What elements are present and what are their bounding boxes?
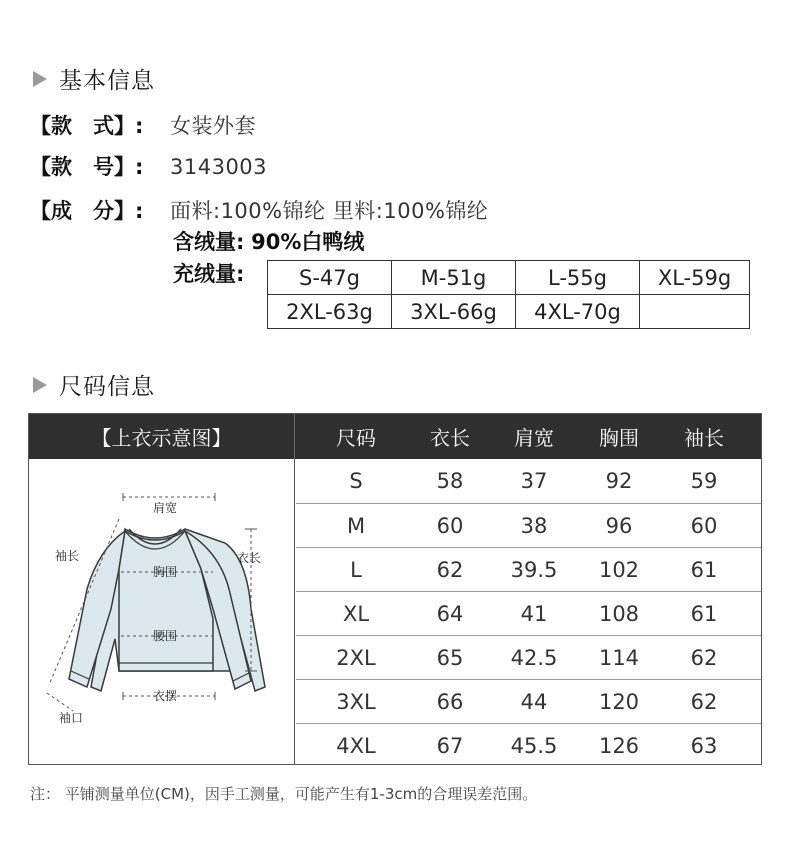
size-table: [28, 413, 762, 765]
label-waist: 腰围: [153, 629, 178, 643]
col-header-shoulder: 肩宽: [514, 426, 554, 450]
cell-sleeve: 59: [690, 469, 718, 493]
label-length: 衣长: [237, 551, 262, 565]
cell-length: 60: [436, 514, 464, 538]
basic-info-title: 基本信息: [59, 68, 155, 94]
fill-cell: XL-59g: [640, 261, 750, 295]
fill-cell: 2XL-63g: [268, 295, 392, 329]
cell-length: 58: [436, 469, 464, 493]
triangle-bullet-icon: [33, 377, 47, 393]
cell-length: 66: [436, 690, 464, 714]
fill-weight-key: 充绒量:: [173, 262, 245, 286]
label-chest: 胸围: [153, 565, 178, 579]
table-row: [296, 679, 761, 723]
style-key: 【款 式】:: [30, 114, 144, 138]
label-cuff: 袖口: [59, 711, 84, 725]
fill-cell: M-51g: [392, 261, 516, 295]
material-value: 面料:100%锦纶 里料:100%锦纶: [170, 199, 489, 223]
cell-chest: 120: [598, 690, 640, 714]
style-value: 女装外套: [170, 114, 256, 138]
cell-sleeve: 60: [690, 514, 718, 538]
diagram-header: 【上衣示意图】: [29, 414, 295, 459]
cell-length: 62: [436, 558, 464, 582]
label-hem: 衣摆: [153, 689, 178, 703]
cell-size: L: [350, 558, 362, 582]
triangle-bullet-icon: [33, 71, 47, 87]
col-header-sleeve: 袖长: [684, 426, 724, 450]
col-header-length: 衣长: [430, 426, 470, 450]
fill-row: [268, 295, 750, 329]
size-info-title: 尺码信息: [59, 374, 155, 400]
cell-sleeve: 62: [690, 690, 718, 714]
cell-size: S: [349, 469, 363, 493]
fill-cell: 4XL-70g: [516, 295, 640, 329]
label-shoulder: 肩宽: [153, 501, 178, 515]
col-header-size: 尺码: [336, 426, 376, 450]
table-row: [296, 635, 761, 679]
size-info-heading: [33, 368, 155, 401]
cell-chest: 96: [605, 514, 633, 538]
cell-size: M: [346, 514, 366, 538]
cell-sleeve: 61: [690, 602, 718, 626]
cell-shoulder: 45.5: [510, 734, 558, 758]
code-row: [30, 151, 267, 181]
fill-weight-table: [267, 260, 750, 329]
cell-sleeve: 63: [690, 734, 718, 758]
down-content-key: 含绒量:: [173, 230, 245, 254]
code-value: 3143003: [170, 155, 268, 179]
fill-row: [268, 261, 750, 295]
cell-sleeve: 61: [690, 558, 718, 582]
cell-size: XL: [342, 602, 370, 626]
fill-cell: [640, 295, 750, 329]
size-table-header: [29, 414, 761, 459]
table-row: [296, 547, 761, 591]
table-row: [296, 503, 761, 547]
sweater-diagram: [29, 459, 295, 764]
label-sleeve: 袖长: [55, 549, 80, 563]
cell-sleeve: 62: [690, 646, 718, 670]
cell-chest: 102: [598, 558, 640, 582]
code-key: 【款 号】:: [30, 155, 144, 179]
cell-chest: 108: [598, 602, 640, 626]
basic-info-heading: [33, 62, 155, 95]
cell-chest: 126: [598, 734, 640, 758]
table-row: [296, 459, 761, 503]
down-content-value: 90%白鸭绒: [251, 230, 365, 254]
down-content-row: [173, 226, 364, 256]
fill-cell: L-55g: [516, 261, 640, 295]
cell-shoulder: 41: [520, 602, 548, 626]
fill-cell: 3XL-66g: [392, 295, 516, 329]
cell-shoulder: 44: [520, 690, 548, 714]
cell-chest: 92: [605, 469, 633, 493]
cell-length: 67: [436, 734, 464, 758]
style-row: [30, 110, 256, 140]
col-header-chest: 胸围: [599, 426, 639, 450]
cell-length: 65: [436, 646, 464, 670]
cell-size: 3XL: [336, 690, 376, 714]
material-key: 【成 分】:: [30, 199, 144, 223]
cell-chest: 114: [598, 646, 640, 670]
material-row: [30, 195, 488, 225]
measurement-note: 注： 平铺测量单位(CM)，因手工测量，可能产生有1-3cm的合理误差范围。: [30, 785, 538, 803]
table-row: [296, 723, 761, 767]
cell-shoulder: 42.5: [510, 646, 558, 670]
cell-length: 64: [436, 602, 464, 626]
fill-cell: S-47g: [268, 261, 392, 295]
cell-shoulder: 38: [520, 514, 548, 538]
cell-shoulder: 39.5: [510, 558, 558, 582]
cell-size: 4XL: [336, 734, 376, 758]
fill-weight-row: [173, 258, 244, 288]
table-row: [296, 591, 761, 635]
cell-size: 2XL: [336, 646, 376, 670]
cell-shoulder: 37: [520, 469, 548, 493]
